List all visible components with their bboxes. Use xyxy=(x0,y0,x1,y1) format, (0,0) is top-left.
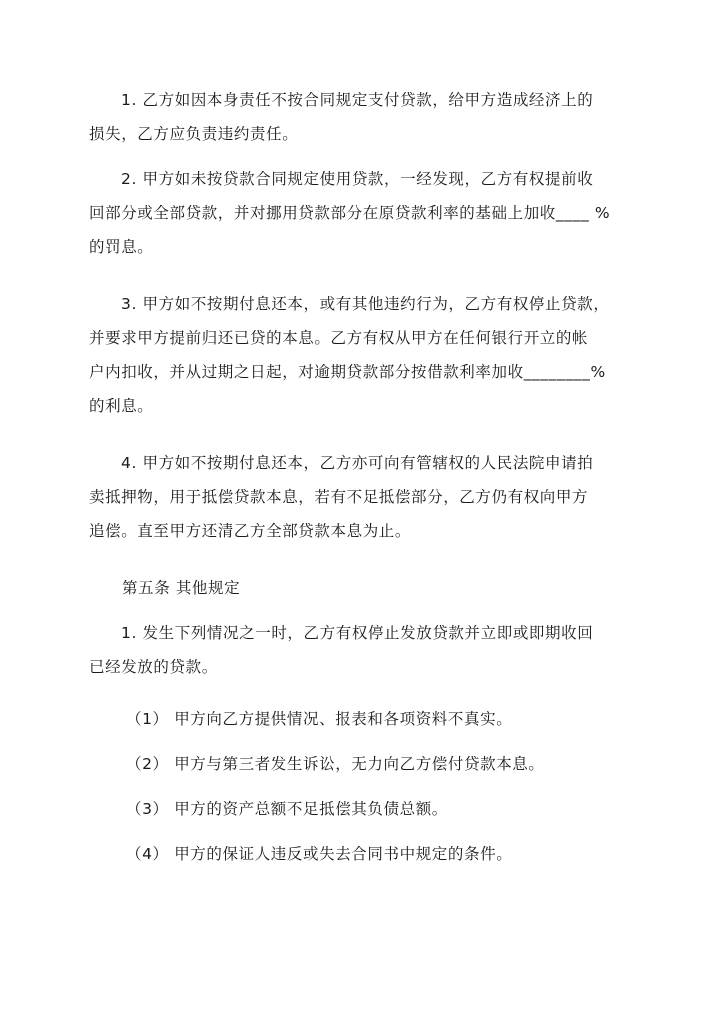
clause-3-line-3: 户内扣收，并从过期之日起，对逾期贷款部分按借款利率加收________% xyxy=(89,363,606,381)
clause-4-line-2: 卖抵押物，用于抵偿贷款本息，若有不足抵偿部分，乙方仍有权向甲方 xyxy=(89,488,589,506)
clause-4-line-3: 追偿。直至甲方还清乙方全部贷款本息为止。 xyxy=(89,522,412,540)
article-5-clause-1-line-1: 1. 发生下列情况之一时，乙方有权停止发放贷款并立即或即期收回 xyxy=(121,624,594,642)
clause-3-line-2: 并要求甲方提前归还已贷的本息。乙方有权从甲方在任何银行开立的帐 xyxy=(89,329,589,347)
clause-2-line-1: 2. 甲方如未按贷款合同规定使用贷款，一经发现，乙方有权提前收 xyxy=(121,170,594,188)
clause-2-line-3: 的罚息。 xyxy=(89,238,154,256)
clause-4-line-1: 4. 甲方如不按期付息还本，乙方亦可向有管辖权的人民法院申请拍 xyxy=(121,454,594,472)
article-5-heading: 第五条 其他规定 xyxy=(122,579,241,597)
clause-2-line-2: 回部分或全部贷款，并对挪用贷款部分在原贷款利率的基础上加收____ % xyxy=(89,204,611,222)
list-item: （2） 甲方与第三者发生诉讼，无力向乙方偿付贷款本息。 xyxy=(126,755,545,773)
clause-1-line-2: 损失，乙方应负责违约责任。 xyxy=(89,125,299,143)
clause-1-line-1: 1. 乙方如因本身责任不按合同规定支付贷款，给甲方造成经济上的 xyxy=(121,91,594,109)
clause-2 xyxy=(89,162,649,264)
clause-1 xyxy=(89,83,649,151)
list-item: （4） 甲方的保证人违反或失去合同书中规定的条件。 xyxy=(126,845,513,863)
clause-4 xyxy=(89,446,649,548)
list-item: （1） 甲方向乙方提供情况、报表和各项资料不真实。 xyxy=(126,710,513,728)
article-5-clause-1 xyxy=(89,616,649,684)
clause-3-line-4: 的利息。 xyxy=(89,397,154,415)
list-item: （3） 甲方的资产总额不足抵偿其负债总额。 xyxy=(126,800,448,818)
clause-3-line-1: 3. 甲方如不按期付息还本，或有其他违约行为，乙方有权停止贷款， xyxy=(121,295,610,313)
article-5-clause-1-line-2: 已经发放的贷款。 xyxy=(89,658,218,676)
clause-3 xyxy=(89,287,649,423)
